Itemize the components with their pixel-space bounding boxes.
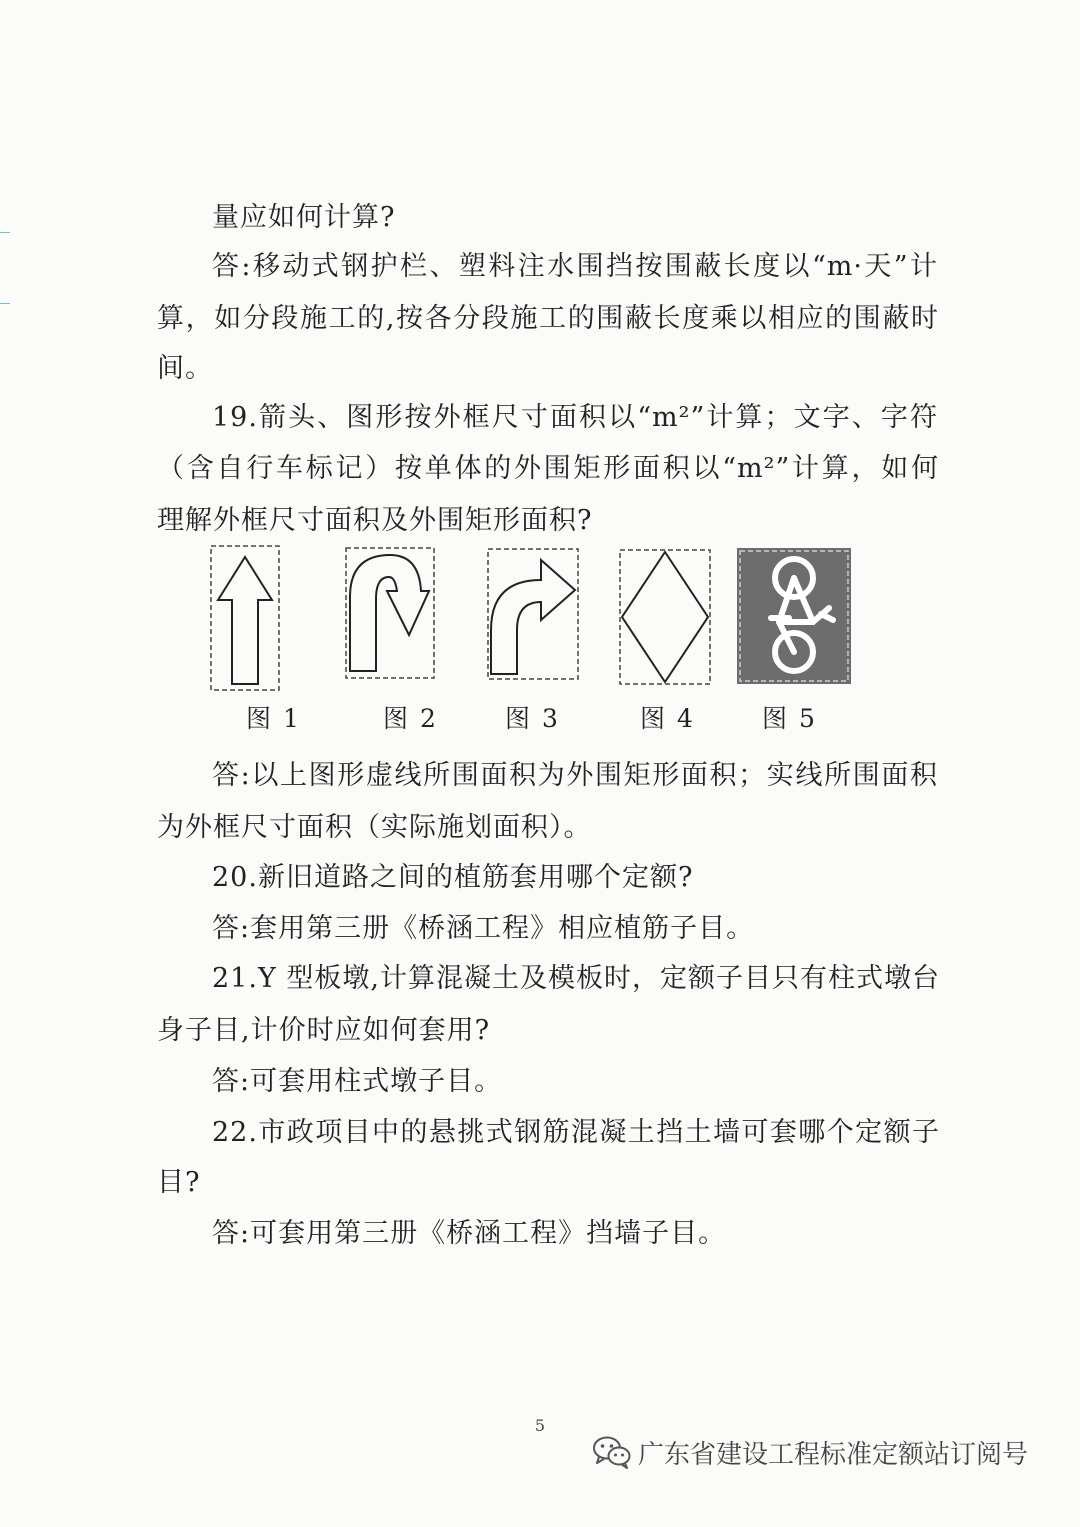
text-line: 目? xyxy=(157,1167,201,1198)
answer-20: 答:套用第三册《桥涵工程》相应植筋子目。 xyxy=(212,913,755,944)
text-line: 答:移动式钢护栏、塑料注水围挡按围蔽长度以“m·天”计 xyxy=(212,251,938,282)
straight-arrow-icon xyxy=(210,545,280,691)
figure-caption-4: 图 4 xyxy=(640,704,695,733)
answer-22: 答:可套用第三册《桥涵工程》挡墙子目。 xyxy=(212,1218,727,1249)
edge-mark-bottom xyxy=(0,303,10,304)
text-line: 量应如何计算? xyxy=(212,202,396,233)
wechat-icon xyxy=(592,1435,632,1469)
text-line: 为外框尺寸面积（实际施划面积）。 xyxy=(157,812,592,843)
figure-caption-1: 图 1 xyxy=(246,704,301,733)
page-number: 5 xyxy=(534,1416,546,1435)
diamond-icon xyxy=(619,549,711,685)
question-20: 20.新旧道路之间的植筋套用哪个定额? xyxy=(212,862,694,893)
text-line: 理解外框尺寸面积及外围矩形面积? xyxy=(157,505,593,536)
text-line: 算，如分段施工的,按各分段施工的围蔽长度乘以相应的围蔽时 xyxy=(157,303,939,334)
answer-19: 答:以上图形虚线所围面积为外围矩形面积；实线所围面积 xyxy=(212,760,938,791)
text-line: 身子目,计价时应如何套用? xyxy=(157,1015,491,1046)
figure-caption-2: 图 2 xyxy=(383,704,438,733)
text-line: 间。 xyxy=(157,353,213,384)
watermark xyxy=(592,1432,1028,1472)
text-line: （含自行车标记）按单体的外围矩形面积以“m²”计算，如何 xyxy=(157,453,939,484)
answer-21: 答:可套用柱式墩子目。 xyxy=(212,1066,503,1097)
right-turn-arrow-icon xyxy=(487,548,579,680)
figure-caption-3: 图 3 xyxy=(505,704,560,733)
edge-mark-top xyxy=(0,232,10,233)
question-19: 19.箭头、图形按外框尺寸面积以“m²”计算；文字、字符 xyxy=(212,402,938,433)
u-turn-arrow-icon xyxy=(345,547,435,679)
figure-caption-5: 图 5 xyxy=(762,704,817,733)
bicycle-icon xyxy=(737,548,851,684)
watermark-text: 广东省建设工程标准定额站订阅号 xyxy=(638,1439,1029,1470)
question-21: 21.Y 型板墩,计算混凝土及模板时，定额子目只有柱式墩台 xyxy=(212,963,940,994)
question-22: 22.市政项目中的悬挑式钢筋混凝土挡土墙可套哪个定额子 xyxy=(212,1117,940,1148)
